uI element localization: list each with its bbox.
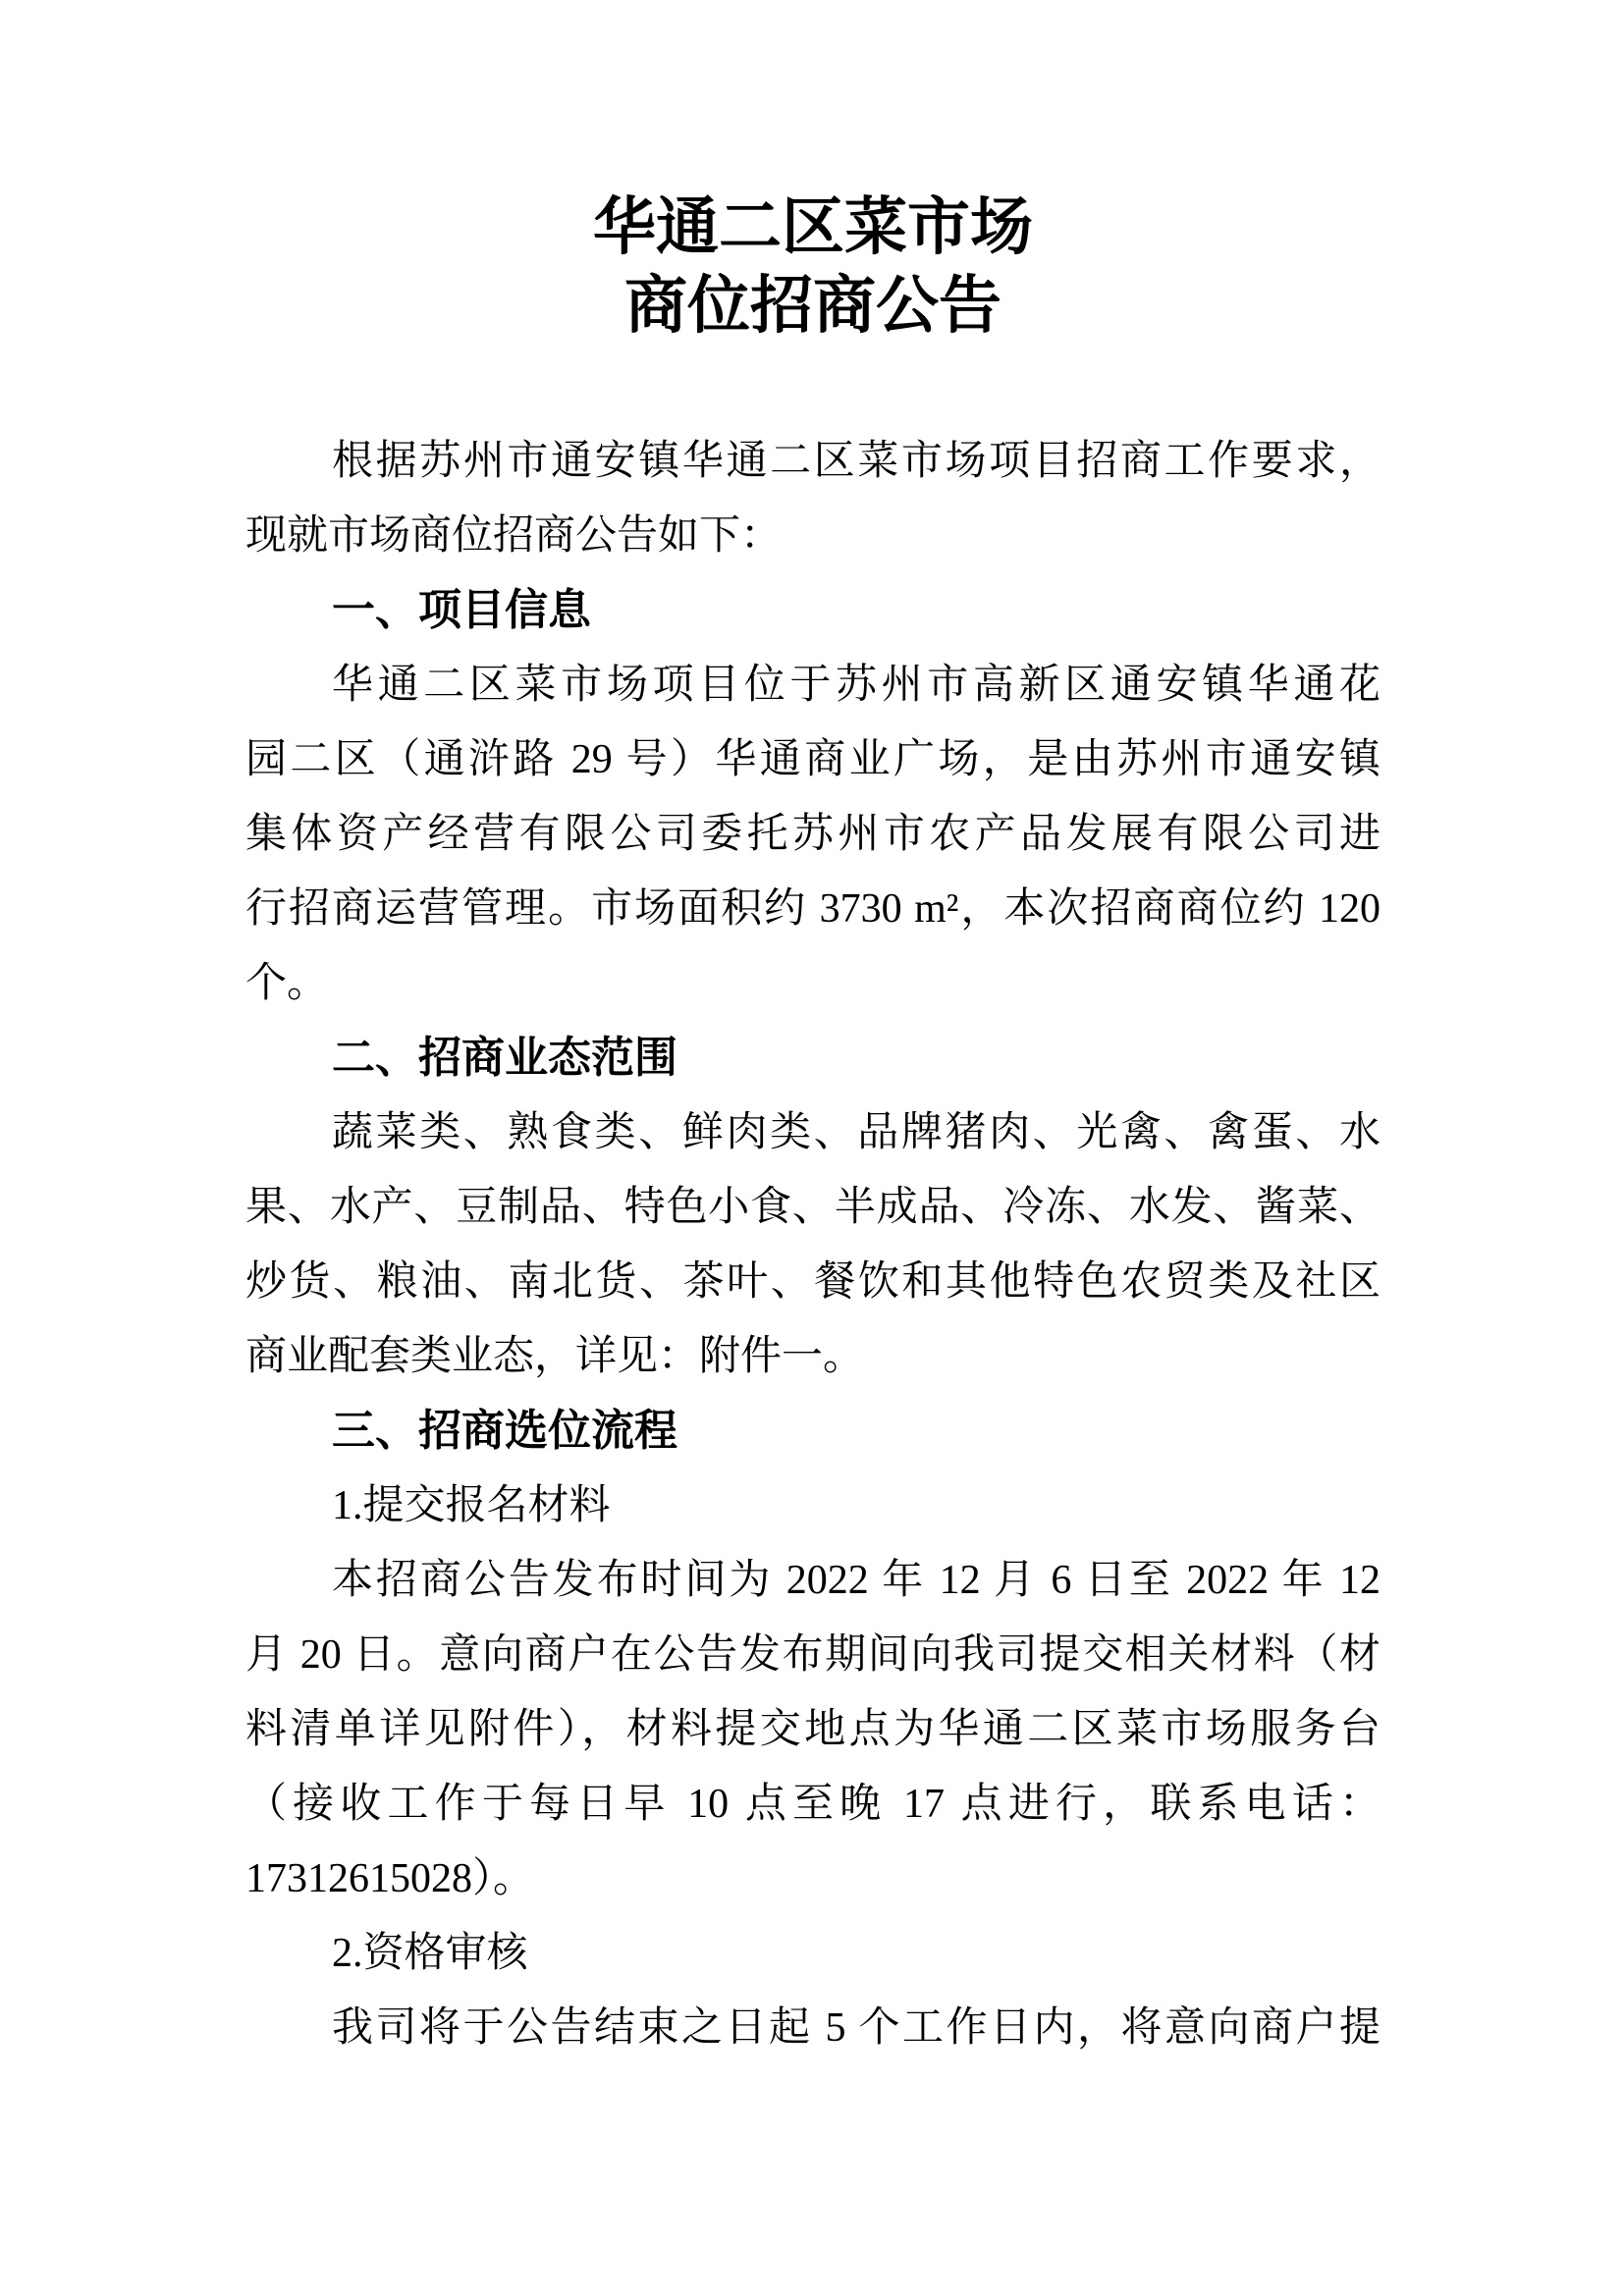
text-line: 集体资产经营有限公司委托苏州市农产品发展有限公司进 [245, 812, 1380, 857]
text-line: 料清单详见附件），材料提交地点为华通二区菜市场服务台 [245, 1707, 1380, 1752]
section-heading: 三、招商选位流程 [332, 1407, 677, 1455]
text-line: 个。 [245, 961, 329, 1006]
text-line: 我司将于公告结束之日起 5 个工作日内，将意向商户提 [332, 2005, 1380, 2051]
text-line: 园二区（通浒路 29 号）华通商业广场，是由苏州市通安镇 [245, 737, 1380, 782]
text-line: 行招商运营管理。市场面积约 3730 m²，本次招商商位约 120 [245, 886, 1380, 932]
text-line: （接收工作于每日早 10 点至晚 17 点进行，联系电话： [245, 1782, 1380, 1827]
text-line: 蔬菜类、熟食类、鲜肉类、品牌猪肉、光禽、禽蛋、水 [332, 1110, 1380, 1155]
text-line: 炒货、粮油、南北货、茶叶、餐饮和其他特色农贸类及社区 [245, 1259, 1380, 1305]
text-line: 月 20 日。意向商户在公告发布期间向我司提交相关材料（材 [245, 1632, 1380, 1678]
text-line: 果、水产、豆制品、特色小食、半成品、冷冻、水发、酱菜、 [245, 1185, 1380, 1230]
text-line: 2.资格审核 [332, 1931, 528, 1976]
document-title-line-2: 商位招商公告 [624, 271, 1001, 341]
text-line: 现就市场商位招商公告如下： [245, 513, 783, 559]
document-title-line-1: 华通二区菜市场 [593, 192, 1033, 262]
section-heading: 二、招商业态范围 [332, 1034, 677, 1082]
text-line: 17312615028）。 [245, 1856, 535, 1901]
text-line: 1.提交报名材料 [332, 1483, 611, 1528]
text-line: 本招商公告发布时间为 2022 年 12 月 6 日至 2022 年 12 [332, 1558, 1380, 1603]
text-line: 根据苏州市通安镇华通二区菜市场项目招商工作要求， [332, 439, 1380, 484]
text-line: 商业配套类业态，详见：附件一。 [245, 1334, 865, 1379]
document-title [245, 188, 1380, 346]
section-heading: 一、项目信息 [332, 586, 591, 634]
document-body [245, 424, 1380, 2065]
text-line: 华通二区菜市场项目位于苏州市高新区通安镇华通花 [332, 663, 1380, 708]
